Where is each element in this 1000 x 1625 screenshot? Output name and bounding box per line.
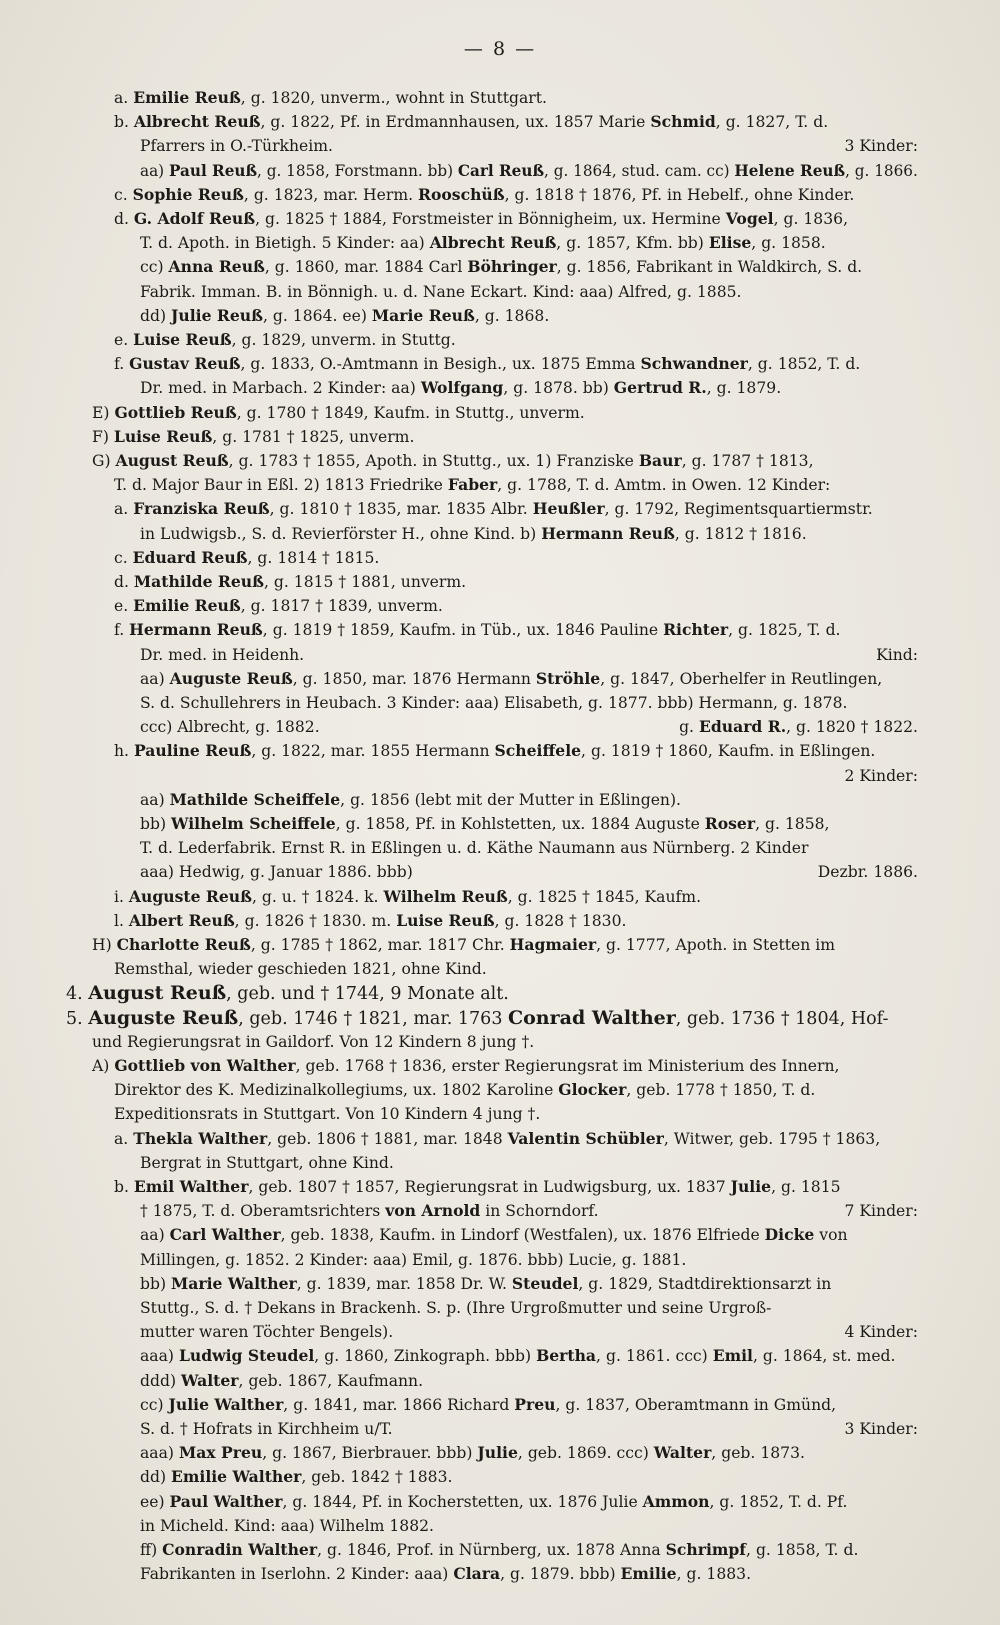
entry-text: , g. 1852, T. d. Pf. — [709, 1492, 848, 1511]
entry-text: von — [814, 1226, 848, 1245]
entry-line-bb-marie-4 — [140, 1344, 895, 1368]
entry-line-bb-marie-5 — [140, 1369, 423, 1393]
entry-text: , g. 1814 † 1815. — [247, 548, 380, 567]
entry-text: , g. 1815 † 1881, unverm. — [263, 573, 467, 591]
person-name: Ströhle — [535, 668, 601, 688]
person-name: Gertrud R. — [613, 378, 707, 398]
entry-text: b. — [114, 113, 134, 132]
entry-line-f-gustav-2 — [140, 376, 781, 400]
person-name: Gottlieb von Walther — [114, 1056, 296, 1075]
entry-line-A-gottlieb — [92, 1054, 839, 1078]
person-name: Böhringer — [467, 257, 557, 277]
entry-line-cc-anna-2 — [140, 280, 742, 304]
person-name: Emilie Reuß — [133, 596, 241, 616]
person-name: Valentin Schübler — [507, 1128, 664, 1148]
entry-text: , g. 1860, mar. 1884 Carl — [264, 258, 468, 277]
entry-line-aa-carl — [140, 1223, 848, 1247]
person-name: Clara — [453, 1564, 501, 1584]
entry-line-b-emil-2 — [140, 1199, 599, 1223]
person-name: Heußler — [532, 499, 605, 519]
person-name: Glocker — [558, 1080, 627, 1100]
entry-text: d. — [114, 210, 134, 228]
entry-line-4-august — [66, 981, 509, 1006]
entry-line-H-charlotte-2 — [114, 957, 487, 981]
person-name: Roser — [704, 814, 756, 833]
entry-text: , g. 1825 † 1884, Forstmeister in Bönnigheim, ux. Hermine — [255, 210, 726, 228]
entry-text: Dr. med. in Heidenh. — [140, 645, 305, 664]
entry-text: c. — [114, 548, 133, 567]
entry-text: , g. 1861. ccc) — [596, 1347, 713, 1366]
entry-text: , g. 1879. bbb) — [500, 1565, 621, 1584]
entry-text: aa) — [140, 669, 170, 688]
entry-text: , g. 1820, unverm., wohnt in Stuttgart. — [240, 89, 547, 107]
person-name: August Reuß — [88, 982, 227, 1005]
entry-text: Millingen, g. 1852. 2 Kinder: aaa) Emil, g. 1876. bbb) Lucie, g. 1881. — [140, 1250, 687, 1269]
entry-text: , g. 1858. — [751, 234, 826, 253]
person-name: Emil — [712, 1346, 753, 1366]
entry-text: 5. — [66, 1008, 89, 1029]
entry-text: f. — [114, 621, 130, 640]
person-name: August Reuß — [115, 451, 229, 470]
person-name: Hagmaier — [509, 935, 597, 954]
entry-text: E) — [92, 403, 115, 422]
entry-text: , g. 1781 † 1825, unverm. — [212, 427, 415, 446]
entry-text: , geb. 1873. — [711, 1444, 805, 1463]
entry-text: , g. 1879. — [706, 379, 782, 398]
right-aligned-note: 3 Kinder: — [844, 1420, 918, 1438]
entry-text: , geb. 1768 † 1836, erster Regierungsrat im Ministerium des Innern, — [295, 1057, 840, 1075]
entry-line-bb-marie-2 — [140, 1296, 771, 1320]
entry-text: , g. 1788, T. d. Amtm. in Owen. 12 Kinder: — [497, 476, 831, 495]
person-name: Emil Walther — [133, 1177, 249, 1196]
entry-text: , g. 1864. ee) — [263, 306, 372, 325]
entry-text: Bergrat in Stuttgart, ohne Kind. — [140, 1153, 394, 1172]
entry-line-c-eduard — [114, 546, 379, 570]
entry-text: T. d. Major Baur in Eßl. 2) 1813 Friedrike — [114, 476, 448, 495]
entry-text: b. — [114, 1178, 134, 1196]
entry-text: † 1875, T. d. Oberamtsrichters — [140, 1202, 386, 1221]
entry-text: Expeditionsrats in Stuttgart. Von 10 Kindern 4 jung †. — [114, 1105, 541, 1124]
entry-text: T. d. Apoth. in Bietigh. 5 Kinder: aa) — [140, 234, 430, 253]
person-name: Ludwig Steudel — [178, 1346, 315, 1366]
entry-text: und Regierungsrat in Gaildorf. Von 12 Kindern 8 jung †. — [92, 1032, 535, 1051]
entry-line-f-hermann-2 — [140, 643, 304, 667]
entry-text: Dr. med. in Marbach. 2 Kinder: aa) — [140, 379, 421, 398]
entry-text: , geb. 1806 † 1881, mar. 1848 — [267, 1129, 508, 1148]
person-name: Luise Reuß — [133, 330, 232, 349]
person-name: Schmid — [650, 112, 716, 132]
person-name: Conrad Walther — [508, 1006, 676, 1029]
person-name: Elise — [708, 233, 752, 253]
entry-text: , g. 1810 † 1835, mar. 1835 Albr. — [269, 500, 533, 519]
person-name: Dicke — [764, 1225, 815, 1245]
entry-text: , geb. 1736 † 1804, Hof- — [675, 1008, 889, 1029]
entry-text: , g. 1844, Pf. in Kocherstetten, ux. 1876 Julie — [282, 1492, 643, 1511]
person-name: Max Preu — [178, 1443, 263, 1463]
entry-text: , g. 1819 † 1859, Kaufm. in Tüb., ux. 1846 Pauline — [262, 621, 664, 640]
entry-text: A) — [92, 1057, 115, 1075]
entry-text: , g. 1858, — [755, 815, 830, 833]
entry-text: , g. 1822, Pf. in Erdmannhausen, ux. 1857 Marie — [260, 113, 651, 132]
person-name: Mathilde Scheiffele — [169, 789, 341, 809]
entry-line-l-albert — [114, 909, 626, 933]
person-name: Auguste Reuß — [88, 1006, 239, 1029]
entry-line-aa-paul — [140, 159, 918, 183]
entry-text: , g. 1868. — [474, 306, 550, 325]
person-name: Faber — [447, 475, 498, 495]
entry-text: i. — [114, 887, 129, 906]
person-name: Auguste Reuß — [128, 886, 252, 906]
person-name: Wilhelm Scheiffele — [171, 814, 336, 833]
person-name: Scheiffele — [494, 741, 582, 761]
person-name: G. Adolf Reuß — [133, 209, 256, 228]
person-name: Steudel — [511, 1273, 579, 1293]
entry-text: , g. 1819 † 1860, Kaufm. in Eßlingen. — [581, 742, 876, 761]
entry-text: , g. 1837, Oberamtmann in Gmünd, — [555, 1395, 837, 1414]
entry-text: dd) — [140, 306, 172, 325]
entry-line-E-gottlieb — [92, 401, 585, 425]
entry-text: , g. 1822, mar. 1855 Hermann — [251, 742, 495, 761]
entry-text: , geb. 1867, Kaufmann. — [238, 1371, 424, 1390]
entry-text: aa) — [140, 790, 170, 809]
entry-text: , geb. und † 1744, 9 Monate alt. — [226, 984, 509, 1005]
entry-line-cc-julie-2 — [140, 1417, 393, 1441]
entry-text: c. — [114, 185, 133, 204]
entry-text: , g. 1787 † 1813, — [681, 452, 814, 470]
person-name: Emilie Reuß — [133, 88, 241, 107]
entry-text: , g. 1783 † 1855, Apoth. in Stuttg., ux. 1) Franziske — [228, 452, 639, 470]
entry-line-bb-marie — [140, 1272, 831, 1296]
person-name: Eduard R. — [698, 717, 787, 737]
entry-text: , g. 1856 (lebt mit der Mutter in Eßlingen). — [340, 790, 682, 809]
person-name: Wolfgang — [420, 378, 504, 398]
person-name: Eduard Reuß — [132, 547, 248, 567]
entry-text: , Witwer, geb. 1795 † 1863, — [663, 1129, 881, 1148]
entry-line-aa-auguste — [140, 667, 882, 691]
person-name: Hermann Reuß — [541, 523, 675, 543]
entry-line-bb-marie-3 — [140, 1320, 393, 1344]
person-name: Charlotte Reuß — [116, 935, 251, 954]
entry-text: in Micheld. Kind: aaa) Wilhelm 1882. — [140, 1516, 435, 1535]
person-name: Albrecht Reuß — [429, 233, 557, 253]
entry-line-a-emilie — [114, 86, 547, 110]
person-name: Emilie — [620, 1564, 677, 1584]
entry-text: , g. 1857, Kfm. bb) — [556, 234, 709, 253]
entry-text: , geb. 1807 † 1857, Regierungsrat in Ludwigsburg, ux. 1837 — [248, 1178, 731, 1196]
entry-text: , g. 1825 † 1845, Kaufm. — [507, 887, 702, 906]
entry-line-i-auguste — [114, 885, 701, 909]
entry-text: aaa) Hedwig, g. Januar 1886. bbb) — [140, 863, 413, 882]
entry-text: , g. 1839, mar. 1858 Dr. W. — [296, 1274, 512, 1293]
entry-line-bb-wilhelm — [140, 812, 830, 836]
person-name: von Arnold — [385, 1201, 481, 1221]
person-name: Vogel — [725, 209, 774, 228]
entry-text: , geb. 1778 † 1850, T. d. — [626, 1081, 816, 1100]
person-name: Preu — [514, 1394, 556, 1414]
entry-text: , g. 1866. — [845, 161, 918, 180]
entry-text: , g. 1820 † 1822. — [786, 718, 918, 737]
person-name: Julie Reuß — [171, 305, 263, 325]
entry-text: , g. 1858, Forstmann. bb) — [257, 161, 458, 180]
entry-text: cc) — [140, 1395, 169, 1414]
entry-text: , g. 1883. — [676, 1565, 752, 1584]
entry-line-b-albrecht — [114, 110, 828, 134]
entry-text: G) — [92, 452, 116, 470]
person-name: Pauline Reuß — [133, 741, 252, 761]
entry-text: g. — [679, 718, 699, 737]
entry-line-A-gottlieb-3 — [114, 1102, 540, 1126]
right-aligned-note: 2 Kinder: — [844, 766, 918, 785]
person-name: Luise Reuß — [113, 426, 213, 446]
entry-text: , geb. 1869. ccc) — [517, 1444, 654, 1463]
entry-text: aaa) — [140, 1347, 179, 1366]
entry-line-aa-mathilde — [140, 788, 681, 812]
entry-line-bb-wilhelm-3 — [140, 860, 413, 884]
entry-line-e-emilie — [114, 594, 443, 618]
right-aligned-note: Kind: — [876, 645, 918, 664]
entry-text: , g. 1833, O.-Amtmann in Besigh., ux. 1875 Emma — [240, 355, 641, 374]
page-number: — 8 — — [463, 38, 537, 60]
entry-text: l. — [114, 911, 129, 930]
entry-line-f-hermann — [114, 618, 841, 642]
person-name: Ammon — [642, 1491, 710, 1511]
person-name: Paul Reuß — [168, 160, 258, 180]
entry-text: , g. 1812 † 1816. — [674, 524, 807, 543]
entry-text: T. d. Lederfabrik. Ernst R. in Eßlingen u. d. Käthe Naumann aus Nürnberg. 2 Kinder — [140, 839, 809, 858]
entry-text: aa) — [140, 161, 169, 180]
entry-text: F) — [92, 427, 114, 446]
right-aligned-note — [679, 715, 918, 739]
person-name: Wilhelm Reuß — [383, 886, 508, 906]
entry-text: mutter waren Töchter Bengels). — [140, 1323, 394, 1342]
person-name: Julie Walther — [168, 1394, 284, 1414]
entry-line-a-thekla — [114, 1127, 880, 1151]
entry-text: Fabrik. Imman. B. in Bönnigh. u. d. Nane Eckart. Kind: aaa) Alfred, g. 1885. — [140, 282, 742, 301]
entry-line-c-sophie — [114, 183, 854, 207]
person-name: Rooschüß — [418, 184, 505, 204]
person-name: Marie Walther — [171, 1273, 297, 1293]
entry-text: , g. 1792, Regimentsquartiermstr. — [604, 500, 873, 519]
entry-line-f-gustav — [114, 352, 860, 376]
entry-text: , g. 1829, unverm. in Stuttg. — [231, 331, 456, 349]
entry-line-A-gottlieb-2 — [114, 1078, 815, 1102]
entry-text: Fabrikanten in Iserlohn. 2 Kinder: aaa) — [140, 1565, 454, 1584]
entry-text: , geb. 1842 † 1883. — [301, 1468, 453, 1487]
person-name: Carl Walther — [169, 1225, 281, 1245]
entry-text: bb) — [140, 815, 172, 833]
entry-text: ccc) Albrecht, g. 1882. — [140, 718, 320, 737]
right-aligned-note: 7 Kinder: — [844, 1202, 918, 1221]
entry-line-aa-carl-2 — [140, 1248, 686, 1272]
entry-text: a. — [114, 500, 134, 519]
entry-text: h. — [114, 742, 134, 761]
entry-line-cc-anna — [140, 255, 862, 279]
entry-line-d-adolf-2 — [140, 231, 826, 255]
entry-line-F-luise — [92, 425, 414, 449]
person-name: Helene Reuß — [734, 160, 846, 180]
entry-line-ff-conradin — [140, 1538, 858, 1562]
entry-text: e. — [114, 597, 134, 616]
entry-text: cc) — [140, 258, 169, 277]
entry-text: , g. 1841, mar. 1866 Richard — [283, 1395, 515, 1414]
entry-text: S. d. † Hofrats in Kirchheim u/T. — [140, 1420, 393, 1438]
entry-line-dd-julie — [140, 304, 549, 328]
entry-text: a. — [114, 1129, 134, 1148]
entry-line-d-mathilde — [114, 570, 466, 594]
entry-text: , g. 1817 † 1839, unverm. — [240, 597, 443, 616]
entry-line-a-thekla-2 — [140, 1151, 394, 1175]
entry-line-cc-julie — [140, 1393, 836, 1417]
entry-text: Remsthal, wieder geschieden 1821, ohne Kind. — [114, 960, 487, 979]
entry-text: , g. 1780 † 1849, Kaufm. in Stuttg., unverm. — [236, 403, 585, 422]
person-name: Richter — [663, 620, 729, 640]
person-name: Bertha — [536, 1346, 597, 1366]
person-name: Paul Walther — [169, 1491, 283, 1511]
entry-text: ee) — [140, 1492, 170, 1511]
entry-text: dd) — [140, 1468, 172, 1487]
entry-line-dd-emilie — [140, 1465, 452, 1489]
entry-text: Pfarrers in O.-Türkheim. — [140, 137, 333, 156]
entry-text: , g. 1826 † 1830. m. — [234, 911, 397, 930]
entry-text: aa) — [140, 1226, 170, 1245]
entry-line-5-auguste-2 — [92, 1030, 534, 1054]
entry-text: , g. 1858, Pf. in Kohlstetten, ux. 1884 Auguste — [335, 815, 705, 833]
person-name: Marie Reuß — [371, 305, 475, 325]
entry-text: , g. 1858, T. d. — [746, 1541, 859, 1559]
person-name: Baur — [638, 451, 682, 470]
entry-text: in Schorndorf. — [480, 1202, 599, 1221]
person-name: Mathilde Reuß — [133, 572, 264, 591]
entry-text: , g. 1823, mar. Herm. — [243, 185, 419, 204]
entry-line-b-albrecht-2 — [140, 134, 333, 158]
entry-text: , g. 1847, Oberhelfer in Reutlingen, — [600, 669, 883, 688]
entry-text: , g. 1867, Bierbrauer. bbb) — [262, 1444, 478, 1463]
entry-line-b-emil — [114, 1175, 841, 1199]
entry-text: , g. 1785 † 1862, mar. 1817 Chr. — [250, 936, 510, 954]
entry-text: , g. u. † 1824. k. — [251, 887, 384, 906]
entry-line-ff-conradin-2 — [140, 1562, 751, 1586]
person-name: Albrecht Reuß — [133, 112, 261, 132]
entry-text: S. d. Schullehrers in Heubach. 3 Kinder: aaa) Elisabeth, g. 1877. bbb) Hermann, g. 1878. — [140, 694, 848, 712]
entry-text: , g. 1864, st. med. — [752, 1347, 896, 1366]
right-aligned-note: 3 Kinder: — [844, 137, 918, 156]
person-name: Walter — [653, 1443, 712, 1463]
entry-text: d. — [114, 573, 134, 591]
entry-text: aaa) — [140, 1444, 179, 1463]
entry-text: , g. 1828 † 1830. — [494, 911, 627, 930]
entry-text: f. — [114, 355, 130, 374]
person-name: Anna Reuß — [168, 257, 265, 277]
entry-line-a-franziska — [114, 497, 873, 521]
entry-line-e-luise — [114, 328, 456, 352]
entry-text: Direktor des K. Medizinalkollegiums, ux. 1802 Karoline — [114, 1081, 559, 1100]
entry-text: a. — [114, 89, 134, 107]
entry-text: , g. 1856, Fabrikant in Waldkirch, S. d. — [556, 258, 863, 277]
entry-line-h-pauline — [114, 739, 875, 763]
entry-line-ee-paul — [140, 1490, 847, 1514]
entry-text: e. — [114, 331, 134, 349]
entry-text: , g. 1818 † 1876, Pf. in Hebelf., ohne Kinder. — [504, 185, 855, 204]
entry-text: H) — [92, 936, 117, 954]
entry-text: , g. 1852, T. d. — [747, 355, 861, 374]
person-name: Gustav Reuß — [129, 354, 241, 374]
entry-text: , g. 1829, Stadtdirektionsarzt in — [578, 1274, 832, 1293]
entry-text: , g. 1836, — [773, 210, 849, 228]
person-name: Gottlieb Reuß — [114, 402, 237, 422]
person-name: Schwandner — [640, 354, 748, 374]
entry-line-5-auguste — [66, 1006, 888, 1031]
entry-text: , geb. 1838, Kaufm. in Lindorf (Westfalen), ux. 1876 Elfriede — [280, 1226, 765, 1245]
entry-text: Stuttg., S. d. † Dekans in Brackenh. S. p. (Ihre Urgroßmutter und seine Urgroß- — [140, 1299, 772, 1317]
person-name: Carl Reuß — [457, 160, 545, 180]
entry-line-G-august — [92, 449, 814, 473]
entry-text: , g. 1777, Apoth. in Stetten im — [596, 936, 836, 954]
person-name: Hermann Reuß — [129, 620, 263, 640]
person-name: Schrimpf — [665, 1540, 747, 1559]
person-name: Franziska Reuß — [133, 499, 270, 519]
entry-line-a-franziska-2 — [140, 522, 807, 546]
entry-line-ee-paul-2 — [140, 1514, 434, 1538]
entry-line-aa-auguste-2 — [140, 691, 847, 715]
entry-text: bb) — [140, 1274, 172, 1293]
person-name: Julie — [730, 1177, 772, 1196]
person-name: Luise Reuß — [396, 910, 495, 930]
entry-line-aa-auguste-3 — [140, 715, 320, 739]
right-aligned-note: 4 Kinder: — [844, 1323, 918, 1342]
entry-line-cc-julie-3 — [140, 1441, 805, 1465]
person-name: Albert Reuß — [128, 910, 235, 930]
entry-line-d-adolf — [114, 207, 848, 231]
person-name: Emilie Walther — [171, 1467, 302, 1487]
person-name: Walter — [181, 1370, 239, 1390]
entry-text: , g. 1846, Prof. in Nürnberg, ux. 1878 Anna — [317, 1541, 666, 1559]
right-aligned-note: Dezbr. 1886. — [817, 863, 918, 882]
entry-text: , g. 1878. bb) — [503, 379, 614, 398]
person-name: Sophie Reuß — [132, 184, 244, 204]
entry-text: ddd) — [140, 1371, 181, 1390]
entry-text: , g. 1825, T. d. — [728, 621, 841, 640]
entry-text: , geb. 1746 † 1821, mar. 1763 — [238, 1008, 509, 1029]
entry-text: in Ludwigsb., S. d. Revierförster H., ohne Kind. b) — [140, 524, 542, 543]
person-name: Julie — [477, 1443, 518, 1463]
entry-text: , g. 1850, mar. 1876 Hermann — [292, 669, 536, 688]
entry-text: , g. 1860, Zinkograph. bbb) — [314, 1347, 537, 1366]
person-name: Conradin Walther — [162, 1540, 318, 1559]
entry-text: , g. 1827, T. d. — [715, 113, 829, 132]
person-name: Auguste Reuß — [169, 668, 293, 688]
entry-text: , g. 1815 — [771, 1178, 841, 1196]
entry-line-bb-wilhelm-2 — [140, 836, 808, 860]
entry-text: , g. 1864, stud. cam. cc) — [544, 161, 735, 180]
entry-text: ff) — [140, 1541, 163, 1559]
entry-line-G-august-2 — [114, 473, 830, 497]
person-name: Thekla Walther — [133, 1128, 268, 1148]
entry-text: 4. — [66, 984, 89, 1005]
entry-line-H-charlotte — [92, 933, 835, 957]
